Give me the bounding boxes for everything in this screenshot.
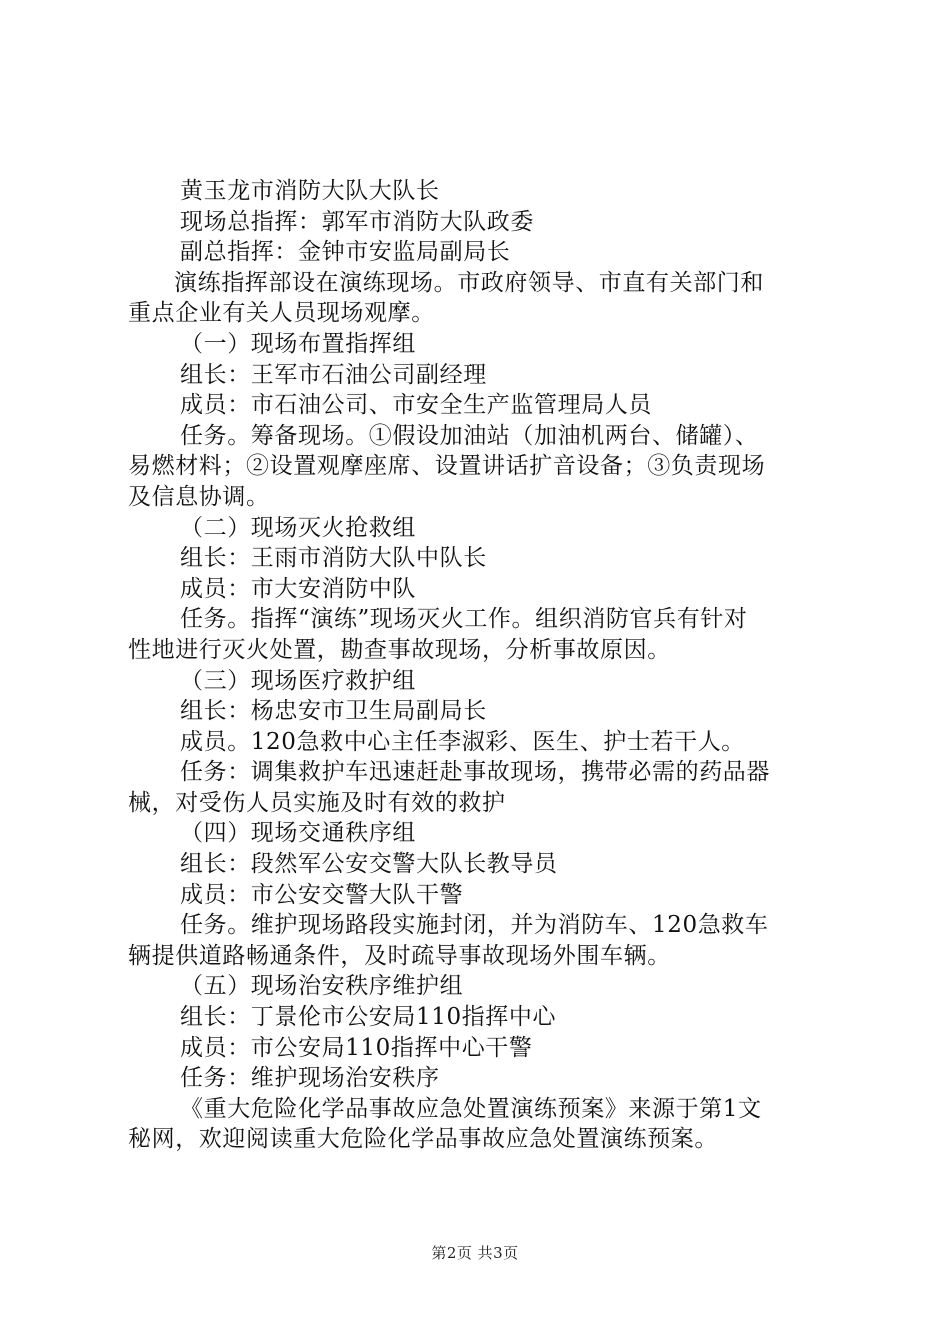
paragraph-line: 及信息协调。: [128, 483, 270, 510]
section-heading: （四）现场交通秩序组: [180, 820, 416, 847]
paragraph-line: 任务。维护现场路段实施封闭，并为消防车、120急救车: [180, 912, 769, 939]
paragraph-line: 《重大危险化学品事故应急处置演练预案》来源于第1文: [180, 1095, 762, 1122]
paragraph-line: 易燃材料；②设置观摩座席、设置讲话扩音设备；③负责现场: [128, 453, 766, 480]
text-line: 现场总指挥：郭军市消防大队政委: [180, 208, 534, 235]
paragraph-line: 重点企业有关人员现场观摩。: [128, 300, 435, 327]
text-line: 成员：市大安消防中队: [180, 575, 416, 602]
paragraph-line: 任务：调集救护车迅速赶赴事故现场，携带必需的药品器: [180, 759, 770, 786]
text-line: 成员：市公安局110指挥中心干警: [180, 1034, 533, 1061]
text-line: 组长：丁景伦市公安局110指挥中心: [180, 1004, 557, 1031]
text-line: 成员。120急救中心主任李淑彩、医生、护士若干人。: [180, 728, 745, 755]
text-line: 组长：段然军公安交警大队长教导员: [180, 851, 558, 878]
document-body: [128, 176, 833, 1155]
text-line: 成员：市石油公司、市安全生产监管理局人员: [180, 392, 652, 419]
text-line: 组长：杨忠安市卫生局副局长: [180, 698, 487, 725]
paragraph-line: 械，对受伤人员实施及时有效的救护: [128, 789, 506, 816]
paragraph-line: 秘网，欢迎阅读重大危险化学品事故应急处置演练预案。: [128, 1126, 718, 1153]
page-number-footer: 第2页 共3页: [431, 1244, 519, 1262]
text-line: 副总指挥：金钟市安监局副局长: [180, 239, 511, 266]
section-heading: （三）现场医疗救护组: [180, 667, 416, 694]
paragraph-line: 任务。筹备现场。①假设加油站（加油机两台、储罐）、: [180, 422, 759, 449]
text-line: 黄玉龙市消防大队大队长: [180, 178, 440, 204]
section-heading: （一）现场布置指挥组: [180, 330, 416, 357]
paragraph-line: 演练指挥部设在演练现场。市政府领导、市直有关部门和: [174, 269, 764, 296]
paragraph-line: 任务。指挥“演练”现场灭火工作。组织消防官兵有针对: [180, 606, 748, 633]
text-line: 组长：王军市石油公司副经理: [180, 361, 487, 388]
text-line: 组长：王雨市消防大队中队长: [180, 545, 487, 572]
section-heading: （二）现场灭火抢救组: [180, 514, 416, 541]
text-line: 任务：维护现场治安秩序: [180, 1065, 440, 1092]
text-line: 成员：市公安交警大队干警: [180, 881, 464, 908]
paragraph-line: 性地进行灭火处置，勘查事故现场，分析事故原因。: [128, 636, 671, 663]
section-heading: （五）现场治安秩序维护组: [180, 973, 464, 1000]
paragraph-line: 辆提供道路畅通条件，及时疏导事故现场外围车辆。: [128, 942, 671, 969]
